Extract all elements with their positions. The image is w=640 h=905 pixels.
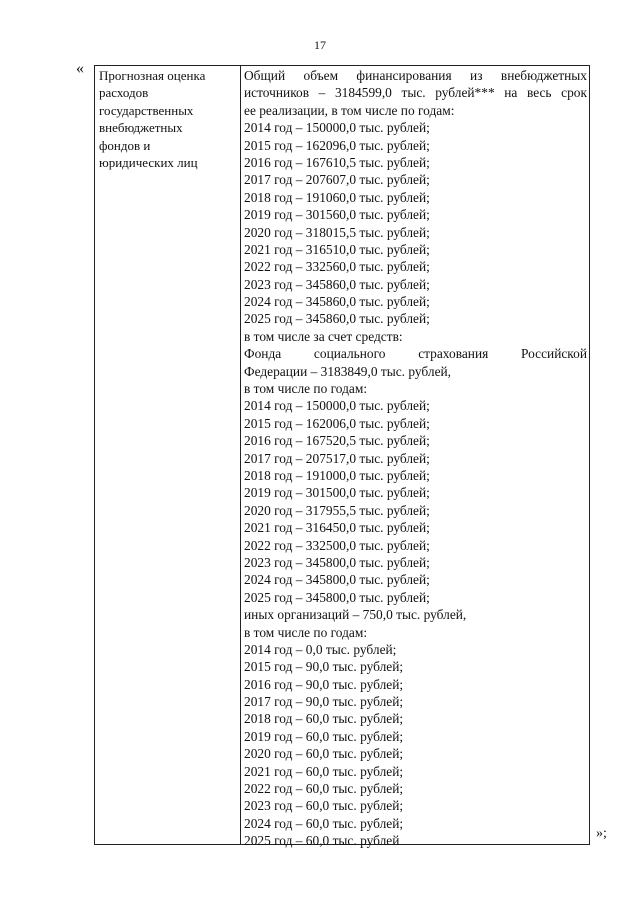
financing-line: Федерации – 3183849,0 тыс. рублей, <box>244 363 452 379</box>
page-number: 17 <box>314 38 326 52</box>
financing-line: 2017 год – 207607,0 тыс. рублей; <box>244 172 430 188</box>
financing-line: 2022 год – 332560,0 тыс. рублей; <box>244 259 430 275</box>
financing-line: 2017 год – 207517,0 тыс. рублей; <box>244 450 430 466</box>
financing-line: 2020 год – 317955,5 тыс. рублей; <box>244 502 430 518</box>
financing-line: 2023 год – 345800,0 тыс. рублей; <box>244 554 430 570</box>
opening-quote-mark: « <box>76 60 84 77</box>
financing-line: 2018 год – 191060,0 тыс. рублей; <box>244 189 430 205</box>
financing-line: 2018 год – 60,0 тыс. рублей; <box>244 711 404 727</box>
financing-line: 2023 год – 60,0 тыс. рублей; <box>244 798 404 814</box>
financing-line: иных организаций – 750,0 тыс. рублей, <box>244 607 467 623</box>
label-line: внебюджетных <box>99 120 183 136</box>
financing-line: 2024 год – 60,0 тыс. рублей; <box>244 815 404 831</box>
financing-line: 2021 год – 316510,0 тыс. рублей; <box>244 241 430 257</box>
financing-line: источников – 3184599,0 тыс. рублей*** на весь срок <box>244 85 587 101</box>
financing-line: 2020 год – 318015,5 тыс. рублей; <box>244 224 430 240</box>
financing-line: 2024 год – 345800,0 тыс. рублей; <box>244 572 430 588</box>
financing-line: 2024 год – 345860,0 тыс. рублей; <box>244 294 430 310</box>
financing-line: 2015 год – 90,0 тыс. рублей; <box>244 659 404 675</box>
financing-details-cell <box>244 67 587 850</box>
financing-line: 2019 год – 301560,0 тыс. рублей; <box>244 207 430 223</box>
label-line: расходов <box>99 85 149 101</box>
label-line: юридических лиц <box>99 155 198 171</box>
financing-line: в том числе по годам: <box>244 624 368 640</box>
financing-line: Общий объем финансирования из внебюджетных <box>244 68 587 83</box>
financing-line: 2014 год – 150000,0 тыс. рублей; <box>244 120 430 136</box>
column-divider <box>240 66 241 844</box>
financing-line: 2025 год – 345860,0 тыс. рублей; <box>244 311 430 327</box>
financing-line: 2019 год – 301500,0 тыс. рублей; <box>244 485 430 501</box>
financing-line: 2023 год – 345860,0 тыс. рублей; <box>244 276 430 292</box>
financing-line: в том числе за счет средств: <box>244 328 403 344</box>
financing-line: 2022 год – 60,0 тыс. рублей; <box>244 781 404 797</box>
financing-line: 2025 год – 345800,0 тыс. рублей; <box>244 589 430 605</box>
financing-line: 2015 год – 162096,0 тыс. рублей; <box>244 137 430 153</box>
financing-line: 2025 год – 60,0 тыс. рублей <box>244 833 400 849</box>
financing-line: в том числе по годам: <box>244 381 368 397</box>
financing-line: 2016 год – 167610,5 тыс. рублей; <box>244 154 430 170</box>
table-row-label-cell <box>99 67 237 171</box>
financing-line: 2016 год – 167520,5 тыс. рублей; <box>244 433 430 449</box>
label-line: Прогнозная оценка <box>99 68 206 83</box>
label-line: государственных <box>99 102 194 118</box>
closing-quote-mark: »; <box>596 826 607 841</box>
financing-line: ее реализации, в том числе по годам: <box>244 102 455 118</box>
financing-line: 2014 год – 150000,0 тыс. рублей; <box>244 398 430 414</box>
financing-line: 2019 год – 60,0 тыс. рублей; <box>244 728 404 744</box>
financing-line: 2016 год – 90,0 тыс. рублей; <box>244 676 404 692</box>
financing-line: 2018 год – 191000,0 тыс. рублей; <box>244 467 430 483</box>
financing-line: Фонда социального страхования Российской <box>244 346 587 362</box>
financing-line: 2017 год – 90,0 тыс. рублей; <box>244 694 404 710</box>
financing-line: 2020 год – 60,0 тыс. рублей; <box>244 746 404 762</box>
financing-line: 2014 год – 0,0 тыс. рублей; <box>244 641 397 657</box>
financing-line: 2015 год – 162006,0 тыс. рублей; <box>244 415 430 431</box>
financing-line: 2021 год – 60,0 тыс. рублей; <box>244 763 404 779</box>
financing-line: 2022 год – 332500,0 тыс. рублей; <box>244 537 430 553</box>
label-line: фондов и <box>99 137 151 153</box>
financing-line: 2021 год – 316450,0 тыс. рублей; <box>244 520 430 536</box>
financing-table <box>94 65 590 849</box>
